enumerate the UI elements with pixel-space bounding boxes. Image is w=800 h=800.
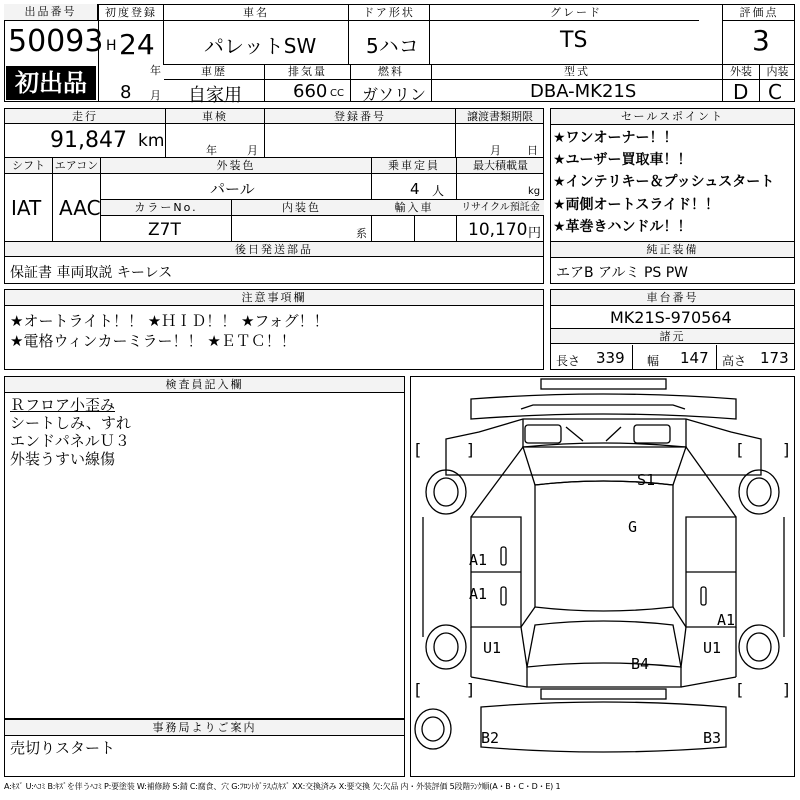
reg-label: 初度登録 bbox=[105, 6, 157, 19]
inspection-month-unit: 月 bbox=[247, 144, 258, 157]
load-unit: kg bbox=[528, 186, 541, 197]
grade-label: グレード bbox=[550, 6, 602, 19]
damage-mark-u1-right: U1 bbox=[703, 639, 722, 657]
equipment-label: 純正装備 bbox=[551, 242, 794, 258]
seats: 4 bbox=[410, 180, 420, 198]
note-line: ★電格ウィンカーミラー！！ ★ＥＴＣ！！ bbox=[10, 332, 296, 350]
inspector-note: 外装うすい線傷 bbox=[10, 450, 116, 468]
shift-label: シフト bbox=[12, 159, 45, 172]
model: DBA-MK21S bbox=[530, 81, 637, 102]
damage-mark-b4: B4 bbox=[631, 655, 650, 673]
reg-month: 8 bbox=[120, 82, 132, 103]
height-label: 高さ bbox=[722, 354, 747, 368]
note-line: ★オートライト！！ ★ＨＩＤ！！ ★フォグ！！ bbox=[10, 312, 329, 330]
displacement-label: 排気量 bbox=[288, 65, 327, 78]
grade: TS bbox=[560, 28, 588, 53]
mileage-unit: km bbox=[138, 131, 165, 151]
damage-mark-g: G bbox=[628, 518, 638, 536]
svg-text:[: [ bbox=[737, 440, 744, 459]
score: 3 bbox=[752, 24, 770, 57]
office-label: 事務局よりご案内 bbox=[5, 720, 404, 736]
svg-text:[: [ bbox=[415, 680, 422, 699]
ext-grade: D bbox=[733, 80, 749, 104]
svg-text:]: ] bbox=[783, 440, 790, 459]
lot-label: 出品番号 bbox=[4, 4, 98, 21]
later-parts: 保証書 車両取説 キーレス bbox=[10, 265, 173, 281]
int-grade: C bbox=[768, 80, 782, 104]
door-type: 5ハコ bbox=[366, 34, 419, 58]
car-outline bbox=[411, 377, 794, 776]
sales-point: ★両側オートスライド！！ bbox=[553, 197, 719, 213]
damage-diagram bbox=[410, 376, 795, 777]
interior-color-label: 内装色 bbox=[282, 201, 321, 214]
mileage: 91,847 bbox=[50, 128, 127, 153]
car-name-label: 車名 bbox=[243, 6, 269, 19]
model-label: 型式 bbox=[564, 65, 590, 78]
inspection-label: 車検 bbox=[202, 110, 228, 123]
chassis-number: MK21S-970564 bbox=[610, 308, 732, 327]
ext-grade-label: 外装 bbox=[730, 65, 752, 78]
length-label: 長さ bbox=[556, 354, 581, 368]
reg-year-unit: 年 bbox=[150, 64, 161, 77]
history-label: 車歴 bbox=[201, 65, 227, 78]
inspector-label: 検査員記入欄 bbox=[5, 377, 404, 393]
shift: IAT bbox=[11, 196, 42, 220]
inspector-note: エンドパネルＵ３ bbox=[10, 432, 130, 450]
first-listing-badge: 初出品 bbox=[6, 66, 96, 100]
car-name: パレットSW bbox=[204, 34, 317, 58]
damage-mark-a1-right: A1 bbox=[717, 611, 736, 629]
damage-mark-b3: B3 bbox=[703, 729, 722, 747]
recycle-label: リサイクル預託金 bbox=[461, 202, 540, 213]
max-load-label: 最大積載量 bbox=[473, 159, 528, 172]
fuel-label: 燃料 bbox=[378, 65, 404, 78]
damage-mark-a1-left-rear: A1 bbox=[469, 585, 488, 603]
seats-label: 乗車定員 bbox=[388, 159, 440, 172]
width-label: 幅 bbox=[647, 354, 660, 368]
reg-era: H bbox=[106, 38, 117, 54]
color-number: Z7T bbox=[148, 220, 181, 240]
inspection-year-unit: 年 bbox=[206, 144, 217, 157]
door-label: ドア形状 bbox=[363, 6, 415, 19]
air-conditioner: AAC bbox=[59, 196, 101, 220]
int-grade-label: 内装 bbox=[766, 65, 789, 78]
sales-point: ★ユーザー買取車！！ bbox=[553, 152, 692, 168]
import-label: 輸入車 bbox=[394, 201, 434, 214]
dimensions-label: 諸元 bbox=[659, 330, 686, 343]
svg-text:]: ] bbox=[467, 680, 474, 699]
transfer-day-unit: 日 bbox=[527, 144, 538, 157]
exterior-color: パール bbox=[210, 180, 255, 198]
transfer-label: 譲渡書類期限 bbox=[467, 110, 533, 123]
lot-number: 50093 bbox=[8, 24, 104, 59]
interior-color-unit: 系 bbox=[356, 227, 367, 240]
ac-label: エアコン bbox=[54, 159, 99, 172]
displacement-unit: CC bbox=[330, 88, 344, 99]
reg-number-label: 登録番号 bbox=[334, 110, 386, 123]
fuel: ガソリン bbox=[362, 85, 427, 104]
svg-text:[: [ bbox=[415, 440, 422, 459]
reg-month-unit: 月 bbox=[150, 89, 161, 102]
svg-text:]: ] bbox=[783, 680, 790, 699]
width: 147 bbox=[680, 349, 709, 367]
displacement: 660 bbox=[293, 81, 328, 102]
sales-points-label: セールスポイント bbox=[551, 109, 794, 125]
chassis-label: 車台番号 bbox=[551, 290, 794, 306]
color-number-label: カラーNo. bbox=[134, 201, 198, 214]
sales-point: ★革巻きハンドル！！ bbox=[553, 219, 692, 235]
length: 339 bbox=[596, 349, 625, 367]
sales-point: ★インテリキー＆プッシュスタート bbox=[553, 174, 775, 190]
sales-point: ★ワンオーナー！！ bbox=[553, 130, 678, 146]
damage-mark-a1-left-front: A1 bbox=[469, 551, 488, 569]
legend: A:ｷｽﾞ U:ﾍｺﾐ B:ｷｽﾞを伴うﾍｺﾐ P:要塗装 W:補修跡 S:錆 C:腐食、穴 G:ﾌﾛﾝﾄｶﾞﾗｽ点ｷｽﾞ XX:交換済み X:要交換 欠:欠品 内・外装評価 5段階ﾗﾝｸ順(A・B・C・D・E) 1 bbox=[4, 782, 561, 791]
damage-mark-b2: B2 bbox=[481, 729, 500, 747]
equipment: エアB アルミ PS PW bbox=[556, 265, 689, 281]
height: 173 bbox=[760, 349, 789, 367]
history: 自家用 bbox=[188, 85, 242, 106]
svg-text:[: [ bbox=[737, 680, 744, 699]
transfer-month-unit: 月 bbox=[490, 144, 501, 157]
office-note: 売切りスタート bbox=[10, 739, 116, 757]
damage-mark-u1-left: U1 bbox=[483, 639, 502, 657]
score-label: 評価点 bbox=[739, 6, 779, 19]
exterior-color-label: 外装色 bbox=[216, 159, 256, 172]
seats-unit: 人 bbox=[432, 184, 445, 198]
recycle-unit: 円 bbox=[528, 226, 542, 241]
inspector-note: シートしみ、すれ bbox=[10, 414, 131, 432]
mileage-label: 走行 bbox=[72, 110, 98, 123]
later-parts-label: 後日発送部品 bbox=[235, 243, 313, 256]
inspector-note: Ｒフロア小歪み bbox=[10, 396, 116, 414]
recycle-fee: 10,170 bbox=[468, 220, 528, 240]
notes-label: 注意事項欄 bbox=[5, 290, 543, 306]
damage-mark-s1: S1 bbox=[637, 471, 656, 489]
reg-year: 24 bbox=[119, 28, 155, 61]
svg-text:]: ] bbox=[467, 440, 474, 459]
